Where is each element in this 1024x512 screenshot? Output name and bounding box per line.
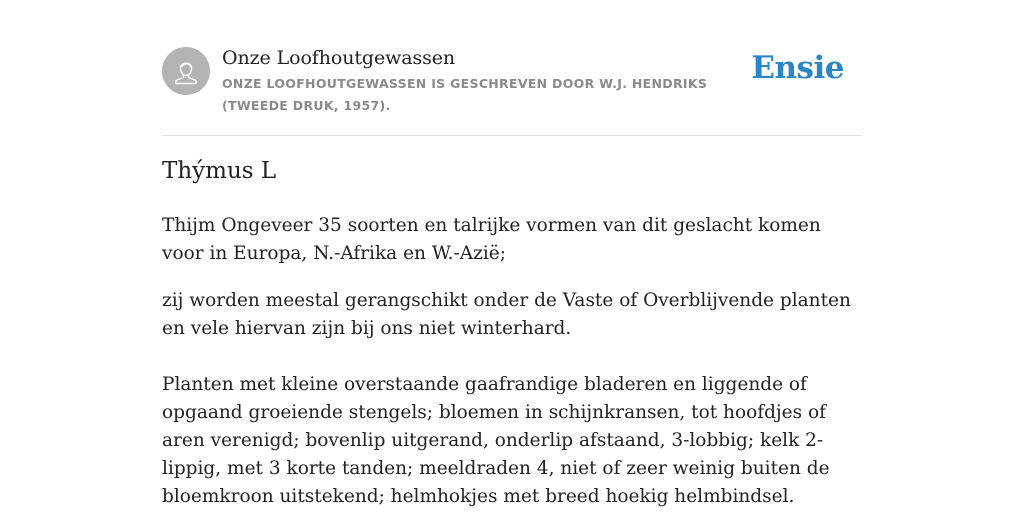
user-icon bbox=[162, 47, 210, 95]
article-paragraph: Thijm Ongeveer 35 soorten en talrijke vormen van dit geslacht komen voor in Europa, N.-Afrika en W.-Azië; bbox=[162, 215, 821, 264]
article-title: Thýmus L bbox=[162, 158, 277, 184]
avatar[interactable] bbox=[162, 47, 210, 95]
article-paragraph: zij worden meestal gerangschikt onder de Vaste of Overblijvende planten en vele hiervan zijn bij ons niet winterhard. bbox=[162, 290, 851, 339]
article-paragraph: Planten met kleine overstaande gaafrandige bladeren en liggende of opgaand groeiende stengels; bloemen in schijnkransen, tot hoofdjes of aren verenigd; bovenlip uitgerand, onderlip afstaand, 3-lobbig; kelk 2-lippig, met 3 korte tanden; meeldraden 4, niet of zeer weinig buiten de bloemkroon uitstekend; helmhokjes met breed hoekig helmbindsel. bbox=[162, 374, 830, 507]
ensie-logo[interactable]: Ensie bbox=[751, 50, 844, 86]
source-description: ONZE LOOFHOUTGEWASSEN IS GESCHREVEN DOOR W.J. HENDRIKS (TWEEDE DRUK, 1957). bbox=[222, 76, 708, 113]
source-header bbox=[162, 46, 862, 116]
header-divider bbox=[162, 135, 862, 136]
article-body bbox=[162, 212, 862, 511]
source-title[interactable]: Onze Loofhoutgewassen bbox=[222, 47, 456, 69]
